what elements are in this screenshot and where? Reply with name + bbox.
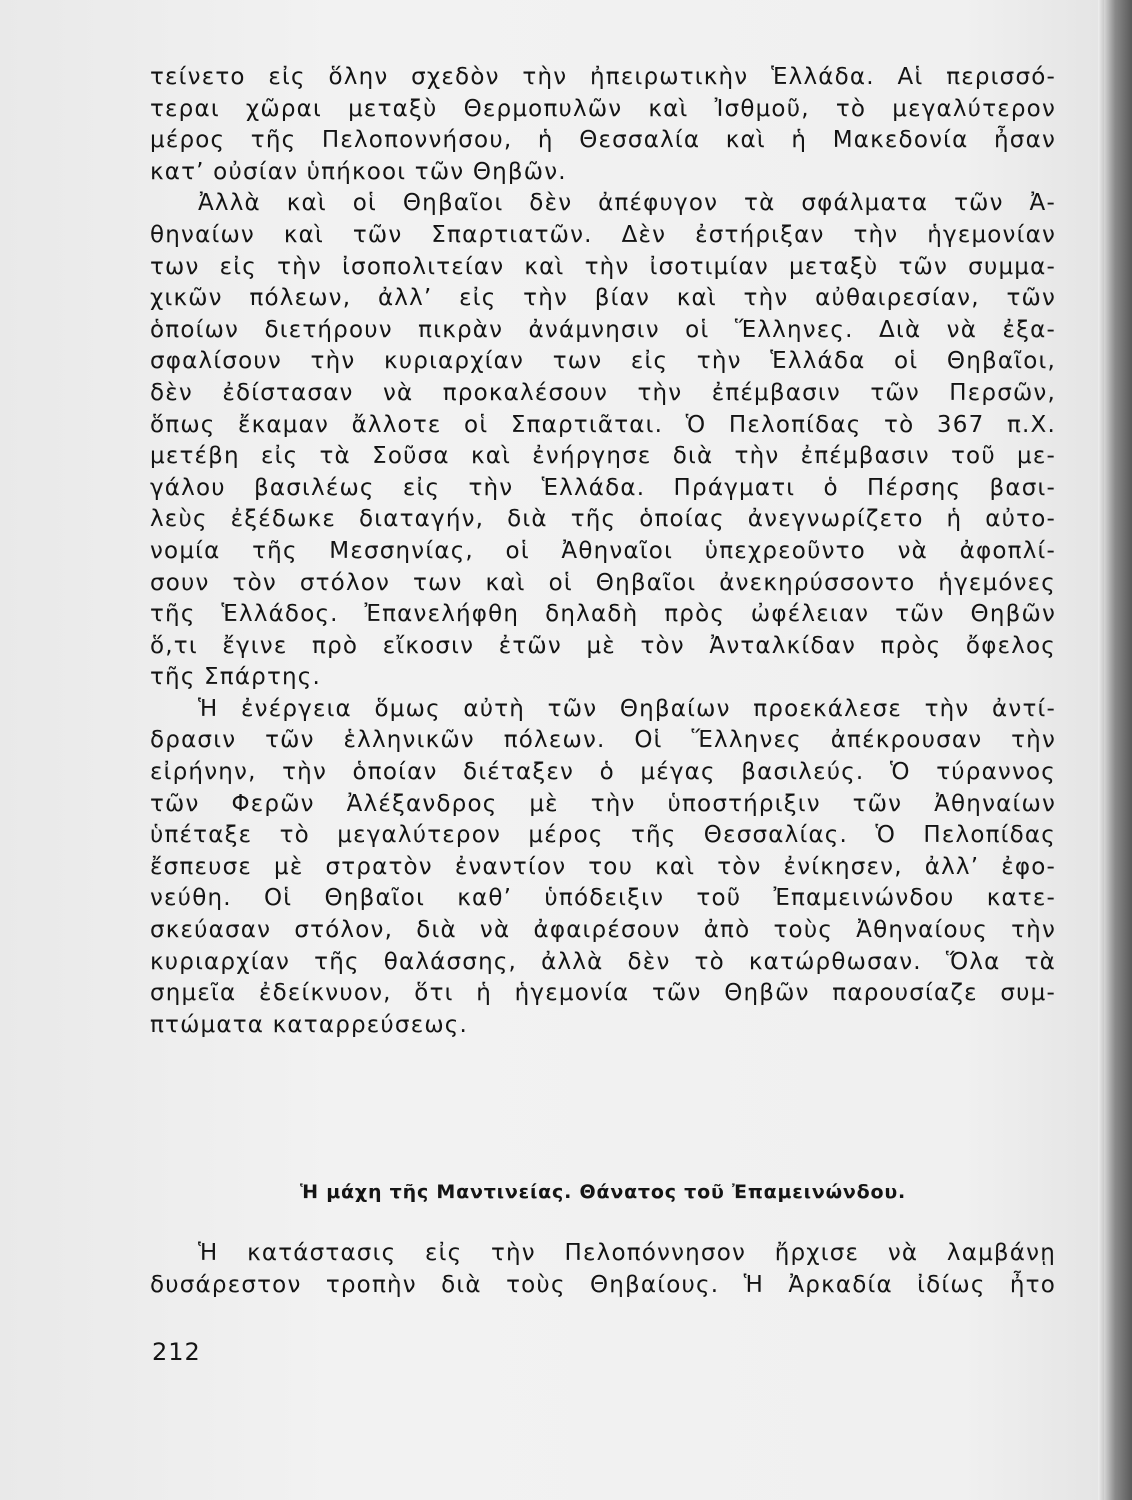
text-line: νεύθη. Οἱ Θηβαῖοι καθ’ ὑπόδειξιν τοῦ Ἐπαμεινώνδου κατε-: [150, 885, 1056, 912]
book-spine: [1104, 0, 1132, 1500]
text-line: ὑπέταξε τὸ μεγαλύτερον μέρος τῆς Θεσσαλίας. Ὁ Πελοπίδας: [150, 822, 1056, 849]
text-line: δυσάρεστον τροπὴν διὰ τοὺς Θηβαίους. Ἡ Ἀρκαδία ἰδίως ἦτο: [150, 1271, 1056, 1298]
text-line: τείνετο εἰς ὅλην σχεδὸν τὴν ἠπειρωτικὴν Ἑλλάδα. Αἱ περισσό-: [150, 64, 1056, 90]
text-line: σφαλίσουν τὴν κυριαρχίαν των εἰς τὴν Ἑλλάδα οἱ Θηβαῖοι,: [150, 348, 1056, 375]
text-line: σουν τὸν στόλον των καὶ οἱ Θηβαῖοι ἀνεκηρύσσοντο ἡγεμόνες: [150, 569, 1056, 596]
text-line: λεὺς ἐξέδωκε διαταγήν, διὰ τῆς ὁποίας ἀνεγνωρίζετο ἡ αὐτο-: [150, 506, 1056, 533]
text-line: χικῶν πόλεων, ἀλλ’ εἰς τὴν βίαν καὶ τὴν αὐθαιρεσίαν, τῶν: [150, 285, 1056, 312]
text-line: δὲν ἐδίστασαν νὰ προκαλέσουν τὴν ἐπέμβασιν τῶν Περσῶν,: [150, 379, 1056, 406]
text-line: κατ’ οὐσίαν ὑπήκοοι τῶν Θηβῶν.: [150, 158, 567, 185]
text-line: τεραι χῶραι μεταξὺ Θερμοπυλῶν καὶ Ἰσθμοῦ, τὸ μεγαλύτερον: [150, 95, 1056, 122]
text-line: μετέβη εἰς τὰ Σοῦσα καὶ ἐνήργησε διὰ τὴν ἐπέμβασιν τοῦ με-: [150, 443, 1056, 470]
text-line: των εἰς τὴν ἰσοπολιτείαν καὶ τὴν ἰσοτιμίαν μεταξὺ τῶν συμμα-: [150, 253, 1056, 280]
text-line: ἔσπευσε μὲ στρατὸν ἐναντίον του καὶ τὸν ἐνίκησεν, ἀλλ’ ἐφο-: [150, 853, 1056, 880]
text-line: μέρος τῆς Πελοποννήσου, ἡ Θεσσαλία καὶ ἡ Μακεδονία ἦσαν: [150, 127, 1056, 154]
text-line: γάλου βασιλέως εἰς τὴν Ἑλλάδα. Πράγματι ὁ Πέρσης βασι-: [150, 474, 1056, 501]
body-text-top: [150, 62, 1056, 1041]
text-line: κυριαρχίαν τῆς θαλάσσης, ἀλλὰ δὲν τὸ κατώρθωσαν. Ὅλα τὰ: [150, 948, 1056, 975]
page-number: 212: [152, 1338, 201, 1366]
text-line: εἰρήνην, τὴν ὁποίαν διέταξεν ὁ μέγας βασιλεύς. Ὁ τύραννος: [150, 759, 1056, 786]
text-line: τῆς Ἑλλάδος. Ἐπανελήφθη δηλαδὴ πρὸς ὠφέλειαν τῶν Θηβῶν: [150, 601, 1056, 628]
text-line: πτώματα καταρρεύσεως.: [150, 1011, 469, 1038]
text-line: ὅ,τι ἔγινε πρὸ εἴκοσιν ἐτῶν μὲ τὸν Ἀνταλκίδαν πρὸς ὄφελος: [150, 632, 1056, 659]
text-line: δρασιν τῶν ἑλληνικῶν πόλεων. Οἱ Ἕλληνες ἀπέκρουσαν τὴν: [150, 727, 1056, 754]
text-line: τῆς Σπάρτης.: [150, 664, 322, 691]
text-line: ὅπως ἔκαμαν ἄλλοτε οἱ Σπαρτιᾶται. Ὁ Πελοπίδας τὸ 367 π.Χ.: [150, 411, 1056, 438]
section-heading: Ἡ μάχη τῆς Μαντινείας. Θάνατος τοῦ Ἐπαμεινώνδου.: [299, 1181, 907, 1203]
text-line: ὁποίων διετήρουν πικρὰν ἀνάμνησιν οἱ Ἕλληνες. Διὰ νὰ ἐξα-: [150, 316, 1056, 343]
text-line: θηναίων καὶ τῶν Σπαρτιατῶν. Δὲν ἐστήριξαν τὴν ἡγεμονίαν: [150, 221, 1056, 248]
body-text-bottom: [150, 1238, 1056, 1301]
text-line: νομία τῆς Μεσσηνίας, οἱ Ἀθηναῖοι ὑπεχρεοῦντο νὰ ἀφοπλί-: [150, 537, 1056, 564]
text-line: σημεῖα ἐδείκνυον, ὅτι ἡ ἡγεμονία τῶν Θηβῶν παρουσίαζε συμ-: [150, 980, 1056, 1007]
text-line: Ἡ κατάστασις εἰς τὴν Πελοπόννησον ἤρχισε νὰ λαμβάνῃ: [198, 1240, 1056, 1266]
text-line: Ἀλλὰ καὶ οἱ Θηβαῖοι δὲν ἀπέφυγον τὰ σφάλματα τῶν Ἀ-: [198, 190, 1056, 217]
text-line: Ἡ ἐνέργεια ὅμως αὐτὴ τῶν Θηβαίων προεκάλεσε τὴν ἀντί-: [198, 695, 1056, 722]
text-line: τῶν Φερῶν Ἀλέξανδρος μὲ τὴν ὑποστήριξιν τῶν Ἀθηναίων: [150, 790, 1056, 817]
text-line: σκεύασαν στόλον, διὰ νὰ ἀφαιρέσουν ἀπὸ τοὺς Ἀθηναίους τὴν: [150, 917, 1056, 944]
